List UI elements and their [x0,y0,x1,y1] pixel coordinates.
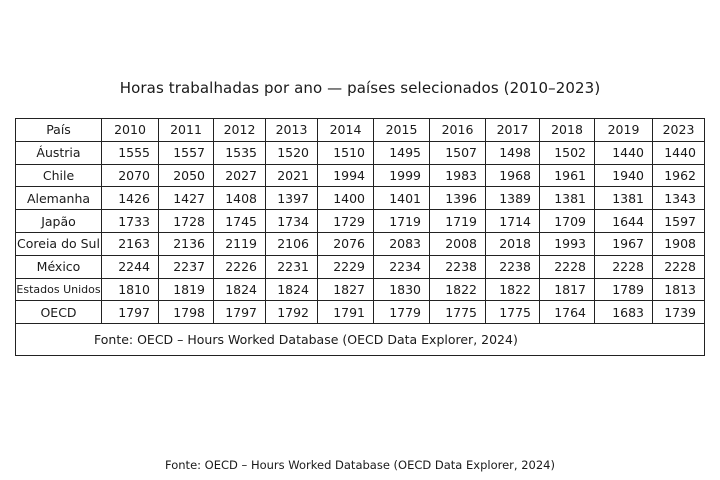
table-cell-value: 1397 [266,187,318,210]
column-header-year: 2016 [430,119,486,142]
table-cell-value: 2070 [102,164,159,187]
column-header-year: 2015 [374,119,430,142]
table-cell-value: 1791 [318,301,374,324]
table-cell-value: 1440 [653,141,705,164]
column-header-year: 2018 [540,119,595,142]
column-header-year: 2010 [102,119,159,142]
table-cell-value: 1440 [595,141,653,164]
table-cell-value: 1507 [430,141,486,164]
row-country-label: Alemanha [16,187,102,210]
table-source-row [16,324,705,356]
table-row [16,301,705,324]
table-cell-value: 2228 [653,255,705,278]
table-title: Horas trabalhadas por ano — países selecionados (2010–2023) [119,79,601,97]
table-cell-value: 2076 [318,232,374,255]
column-header-country: País [16,119,102,142]
table-cell-value: 1994 [318,164,374,187]
table-source-note: Fonte: OECD – Hours Worked Database (OECD Data Explorer, 2024) [16,324,705,356]
table-cell-value: 1400 [318,187,374,210]
table-cell-value: 1830 [374,278,430,301]
row-country-label: OECD [16,301,102,324]
data-table [15,118,705,356]
table-cell-value: 2229 [318,255,374,278]
column-header-year: 2013 [266,119,318,142]
table-cell-value: 1827 [318,278,374,301]
table-cell-value: 2008 [430,232,486,255]
table-cell-value: 1940 [595,164,653,187]
table-cell-value: 2238 [430,255,486,278]
table-cell-value: 1739 [653,301,705,324]
table-cell-value: 1734 [266,210,318,233]
table-cell-value: 1510 [318,141,374,164]
table-cell-value: 2244 [102,255,159,278]
table-cell-value: 1597 [653,210,705,233]
table-cell-value: 1789 [595,278,653,301]
table-row [16,210,705,233]
table-cell-value: 1498 [486,141,540,164]
table-cell-value: 1396 [430,187,486,210]
table-cell-value: 2050 [159,164,214,187]
column-header-year: 2011 [159,119,214,142]
table-cell-value: 1408 [214,187,266,210]
table-cell-value: 2238 [486,255,540,278]
table-cell-value: 1644 [595,210,653,233]
table-row [16,187,705,210]
table-row [16,141,705,164]
table-cell-value: 1426 [102,187,159,210]
table-cell-value: 1819 [159,278,214,301]
data-table-container [15,118,704,356]
table-cell-value: 2136 [159,232,214,255]
table-cell-value: 1764 [540,301,595,324]
table-cell-value: 2106 [266,232,318,255]
column-header-year: 2023 [653,119,705,142]
table-cell-value: 1775 [486,301,540,324]
table-cell-value: 1999 [374,164,430,187]
table-cell-value: 1810 [102,278,159,301]
table-row [16,232,705,255]
table-cell-value: 2021 [266,164,318,187]
table-header-row [16,119,705,142]
table-cell-value: 2237 [159,255,214,278]
table-cell-value: 1822 [430,278,486,301]
table-cell-value: 2018 [486,232,540,255]
table-cell-value: 2231 [266,255,318,278]
table-cell-value: 2027 [214,164,266,187]
table-cell-value: 1535 [214,141,266,164]
table-cell-value: 1343 [653,187,705,210]
row-country-label: Estados Unidos [16,278,102,301]
table-cell-value: 1797 [102,301,159,324]
table-cell-value: 1908 [653,232,705,255]
table-cell-value: 1968 [486,164,540,187]
row-country-label: Áustria [16,141,102,164]
table-cell-value: 1775 [430,301,486,324]
table-cell-value: 1798 [159,301,214,324]
table-cell-value: 1779 [374,301,430,324]
table-cell-value: 1719 [374,210,430,233]
table-cell-value: 1729 [318,210,374,233]
table-cell-value: 1733 [102,210,159,233]
row-country-label: México [16,255,102,278]
row-country-label: Japão [16,210,102,233]
table-body [16,141,705,323]
column-header-year: 2019 [595,119,653,142]
table-cell-value: 1495 [374,141,430,164]
table-cell-value: 1967 [595,232,653,255]
table-cell-value: 1817 [540,278,595,301]
table-cell-value: 2228 [540,255,595,278]
table-cell-value: 1520 [266,141,318,164]
table-cell-value: 2083 [374,232,430,255]
table-row [16,278,705,301]
table-cell-value: 1797 [214,301,266,324]
column-header-year: 2017 [486,119,540,142]
table-cell-value: 1792 [266,301,318,324]
table-cell-value: 1962 [653,164,705,187]
column-header-year: 2012 [214,119,266,142]
table-cell-value: 1993 [540,232,595,255]
row-country-label: Chile [16,164,102,187]
table-cell-value: 1745 [214,210,266,233]
table-cell-value: 1961 [540,164,595,187]
table-cell-value: 1555 [102,141,159,164]
table-cell-value: 2163 [102,232,159,255]
table-cell-value: 1502 [540,141,595,164]
table-cell-value: 1813 [653,278,705,301]
table-row [16,164,705,187]
table-cell-value: 1389 [486,187,540,210]
table-cell-value: 1822 [486,278,540,301]
table-cell-value: 2226 [214,255,266,278]
column-header-year: 2014 [318,119,374,142]
table-cell-value: 1381 [540,187,595,210]
table-cell-value: 1381 [595,187,653,210]
table-cell-value: 1557 [159,141,214,164]
table-cell-value: 1824 [266,278,318,301]
table-cell-value: 1401 [374,187,430,210]
table-cell-value: 1709 [540,210,595,233]
table-cell-value: 1983 [430,164,486,187]
table-cell-value: 1719 [430,210,486,233]
table-cell-value: 1714 [486,210,540,233]
table-cell-value: 1427 [159,187,214,210]
table-cell-value: 1728 [159,210,214,233]
table-cell-value: 1824 [214,278,266,301]
table-cell-value: 2228 [595,255,653,278]
page-footer-source: Fonte: OECD – Hours Worked Database (OECD Data Explorer, 2024) [165,458,555,472]
row-country-label: Coreia do Sul [16,232,102,255]
table-row [16,255,705,278]
table-cell-value: 2234 [374,255,430,278]
table-cell-value: 1683 [595,301,653,324]
table-cell-value: 2119 [214,232,266,255]
